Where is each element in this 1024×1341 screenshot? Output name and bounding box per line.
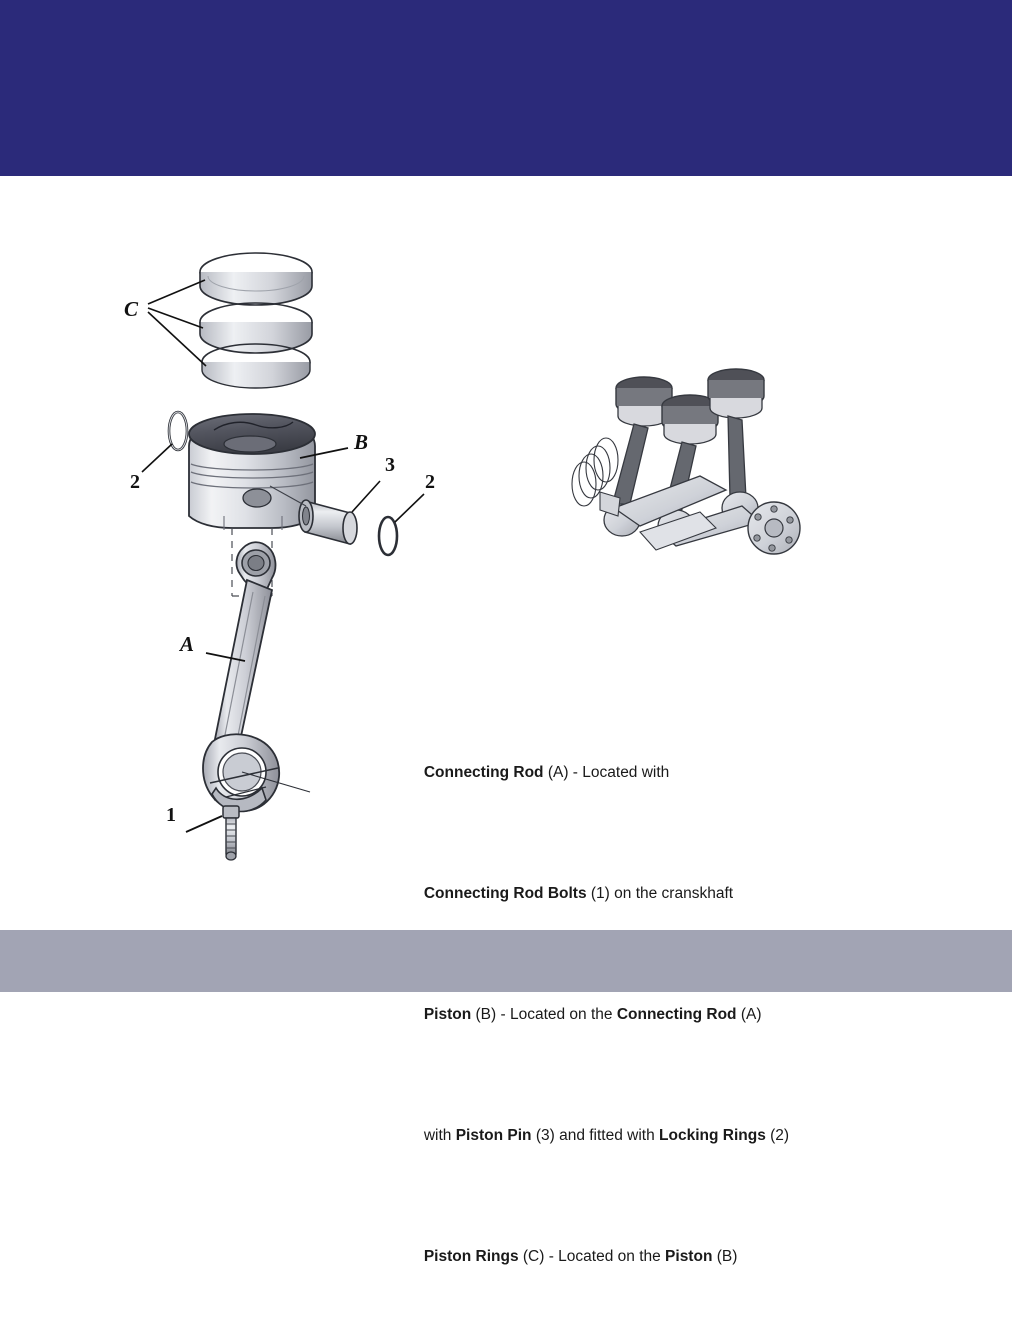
caption-text-2: (1) on the cranskhaft	[586, 884, 734, 902]
caption-term-piston-2: Piston	[665, 1247, 713, 1265]
part-piston-rings	[148, 253, 312, 388]
caption-text-3a: (B) - Located on the	[471, 1005, 617, 1023]
caption-term-connecting-rod-2: Connecting Rod	[616, 1005, 737, 1023]
callout-label-2-left: 2	[130, 471, 140, 493]
caption-text-1: (A) - Located with	[543, 763, 670, 781]
part-connecting-rod	[203, 542, 310, 811]
part-locking-ring-right	[379, 494, 424, 555]
caption-text-4a: with	[423, 1126, 456, 1144]
caption-term-piston-pin: Piston Pin	[455, 1126, 532, 1144]
caption-term-piston-rings: Piston Rings	[423, 1247, 519, 1265]
caption-term-connecting-rod: Connecting Rod	[423, 763, 544, 781]
callout-label-1: 1	[166, 804, 176, 826]
caption-line-1	[398, 736, 868, 809]
header-band	[0, 0, 1012, 176]
parts-caption	[398, 688, 868, 1341]
callout-label-3: 3	[385, 454, 395, 476]
caption-text-3b: (A)	[736, 1005, 762, 1023]
caption-term-piston: Piston	[423, 1005, 472, 1023]
callout-label-b: B	[354, 430, 369, 454]
caption-line-5	[398, 1220, 868, 1293]
caption-text-4b: (3) and fitted with	[531, 1126, 660, 1144]
caption-term-connecting-rod-bolts: Connecting Rod Bolts	[423, 884, 587, 902]
part-connecting-rod-bolt	[186, 806, 239, 860]
caption-term-locking-rings: Locking Rings	[659, 1126, 766, 1144]
callout-label-2-right: 2	[425, 471, 435, 493]
caption-line-2	[398, 857, 868, 930]
callout-label-c: C	[124, 297, 139, 321]
caption-line-3	[398, 978, 868, 1051]
part-locking-ring-left	[142, 412, 187, 472]
right-gutter	[1012, 0, 1024, 1024]
caption-line-4	[398, 1099, 868, 1172]
inset-crankshaft-assembly	[572, 369, 800, 554]
caption-text-5a: (C) - Located on the	[518, 1247, 666, 1265]
caption-text-5b: (B)	[712, 1247, 738, 1265]
caption-text-4c: (2)	[765, 1126, 790, 1144]
callout-label-a: A	[180, 632, 195, 656]
